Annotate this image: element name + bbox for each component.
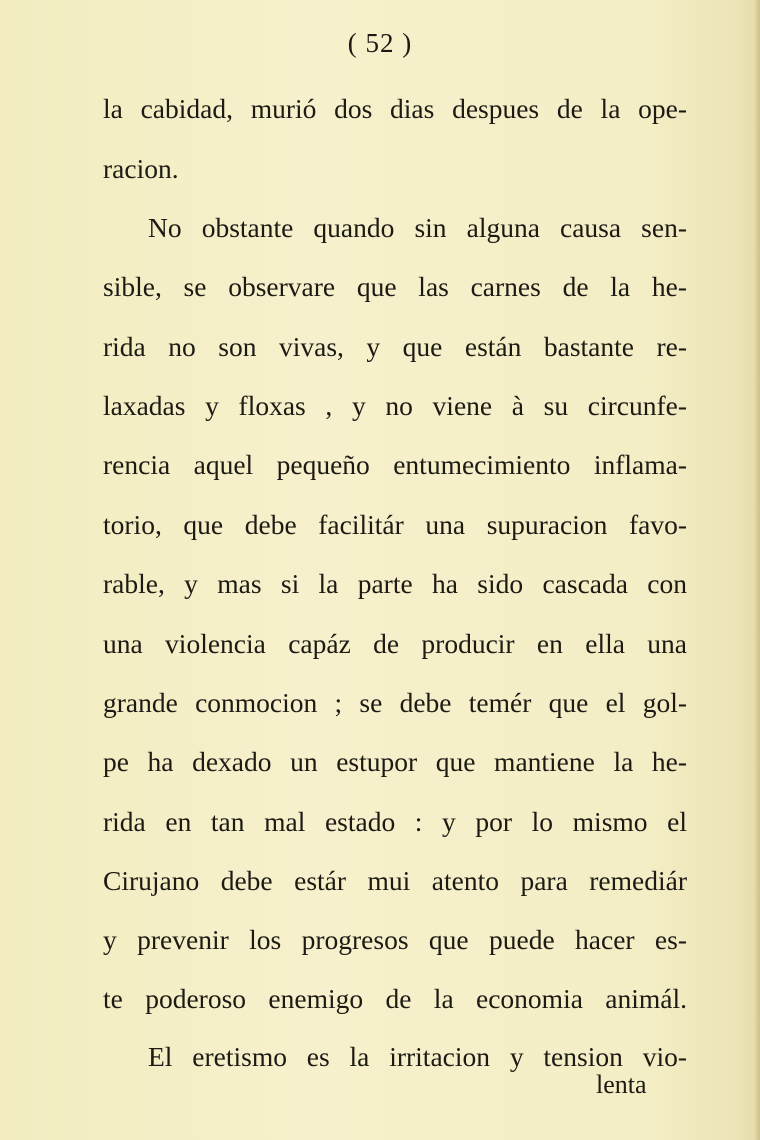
text-line: una violencia capáz de producir en ella una [103, 628, 687, 659]
text-line: rida en tan mal estado : y por lo mismo el [103, 806, 687, 837]
text-line: torio, que debe facilitár una supuracion favo- [103, 509, 687, 540]
text-line: rable, y mas si la parte ha sido cascada con [103, 568, 687, 599]
paragraph-first-line: El eretismo es la irritacion y tension vio- [148, 1041, 687, 1072]
text-line: laxadas y floxas , y no viene à su circunfe- [103, 390, 687, 421]
paragraph-first-line: No obstante quando sin alguna causa sen- [148, 212, 687, 243]
text-line: rencia aquel pequeño entumecimiento inflama- [103, 449, 687, 480]
text-line: grande conmocion ; se debe temér que el gol- [103, 687, 687, 718]
text-line: pe ha dexado un estupor que mantiene la he- [103, 746, 687, 777]
catchword: lenta [596, 1070, 647, 1099]
page-edge-shadow [754, 0, 760, 1140]
text-line: Cirujano debe estár mui atento para remediár [103, 865, 687, 896]
text-line: sible, se observare que las carnes de la he- [103, 271, 687, 302]
page-number: ( 52 ) [347, 28, 413, 58]
text-line: racion. [103, 153, 179, 184]
text-line: y prevenir los progresos que puede hacer es- [103, 924, 687, 955]
text-line: la cabidad, murió dos dias despues de la ope- [103, 93, 687, 124]
text-line: te poderoso enemigo de la economia animál. [103, 983, 687, 1014]
text-line: rida no son vivas, y que están bastante re- [103, 331, 687, 362]
